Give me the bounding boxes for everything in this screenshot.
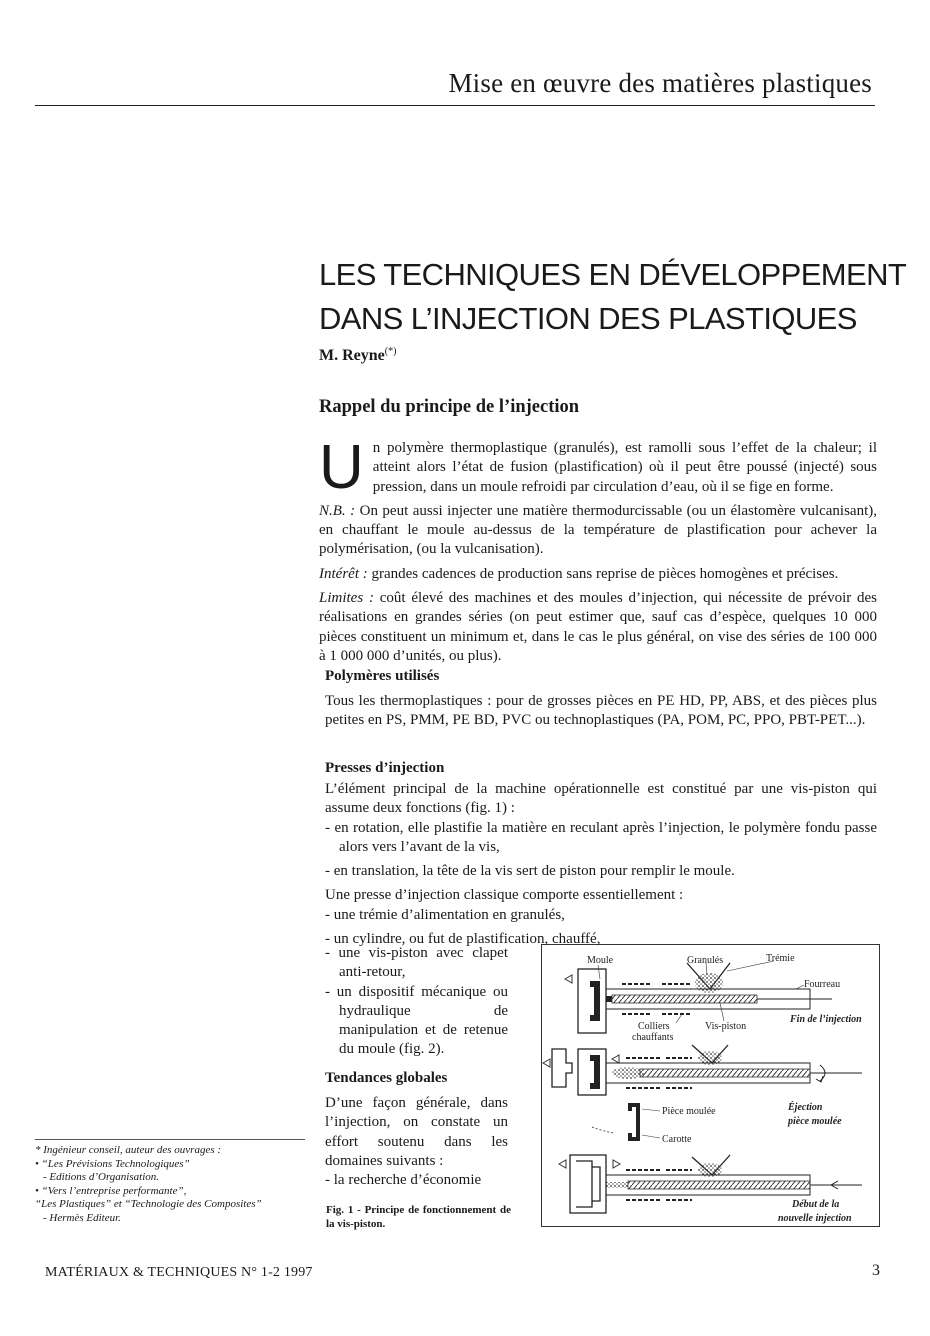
granules bbox=[695, 973, 723, 993]
running-header: Mise en œuvre des matières plastiques bbox=[448, 68, 872, 98]
section-rappel-body bbox=[319, 433, 878, 671]
screw-stage-2 bbox=[640, 1069, 810, 1077]
footnote-line: * Ingénieur conseil, auteur des ouvrages : bbox=[35, 1144, 222, 1156]
polymeres-text: Tous les thermoplastiques : pour de grosses pièces en PE HD, PP, ABS, et des pièces plus petites en PS, PMM, PE BD, PVC ou technoplastiques (PA, POM, PC, PPO, PBT-PET...). bbox=[325, 693, 877, 729]
screw-tip bbox=[606, 996, 612, 1002]
label-moule: Moule bbox=[587, 955, 614, 966]
footnote-line: “Les Plastiques” et “Technologie des Composites” bbox=[35, 1198, 262, 1210]
label-debut: Début de la bbox=[792, 1199, 840, 1210]
title-line-2: DANS L’INJECTION DES PLASTIQUES bbox=[319, 300, 857, 336]
interet-text: grandes cadences de production sans reprise de pièces homogènes et précises. bbox=[371, 565, 839, 582]
presses-item-dispositif: - un dispositif mécanique ou hydraulique de manipulation et de retenue du moule (fig. 2). bbox=[325, 983, 508, 1058]
vis-piston-diagram bbox=[542, 945, 879, 1226]
page-number: 3 bbox=[872, 1262, 880, 1279]
footnote-rule bbox=[35, 1139, 305, 1140]
mould-part bbox=[590, 981, 600, 1021]
presses-item-vis-piston: - une vis-piston avec clapet anti-retour, bbox=[325, 945, 508, 981]
intro-text: n polymère thermoplastique (granulés), est ramolli sous l’effet de la chaleur; il atteint alors l’état de fusion (plastification) où il peut être poussé (injecté) sous pression, dans un moule refroidi par circulation d’eau, où il se fige en forme. bbox=[372, 440, 877, 495]
author-footnote-mark: (*) bbox=[384, 346, 397, 357]
figure-1-diagram bbox=[541, 944, 880, 1227]
label-ejection: Éjection bbox=[788, 1102, 823, 1113]
nb-paragraph bbox=[319, 502, 877, 560]
screw-stage-3 bbox=[628, 1181, 810, 1189]
label-colliers: Colliers bbox=[638, 1021, 670, 1032]
footnote-line: - Hermès Editeur. bbox=[43, 1211, 121, 1224]
mould-half-moving bbox=[552, 1049, 572, 1087]
limites-label: Limites : bbox=[319, 590, 374, 607]
drop-cap: U bbox=[319, 433, 364, 502]
presses-intro2: Une presse d’injection classique comporte essentiellement : bbox=[325, 887, 684, 904]
footnote-line: • “Les Prévisions Technologiques” bbox=[35, 1157, 190, 1170]
arrow-right-small-icon bbox=[612, 1055, 619, 1063]
arrow-left-icon bbox=[543, 1059, 550, 1067]
tendances-item: - la recherche d’économie bbox=[325, 1172, 482, 1189]
ejected-part-icon bbox=[630, 1105, 638, 1139]
interet-label: Intérêt : bbox=[319, 565, 368, 582]
presses-item-translation: - en translation, la tête de la vis sert de piston pour remplir le moule. bbox=[325, 863, 735, 880]
presses-list-narrow bbox=[325, 944, 508, 1060]
stage-2-ejection bbox=[543, 1045, 862, 1145]
limites-text: coût élevé des machines et des moules d’injection, qui nécessite de prévoir des réalisations en grandes séries (on peut estimer que, sauf cas d’espèce, quelques 10 000 pièces constituent un minimum et, dans le cas le plus général, on vise des séries de 100 000 à 1 000 000 d’unités, ou plus). bbox=[319, 590, 878, 664]
screw-vis-piston bbox=[612, 995, 757, 1003]
label-chauffants: chauffants bbox=[632, 1032, 674, 1043]
header-rule bbox=[35, 105, 875, 106]
arrow-right-icon bbox=[565, 975, 572, 983]
footnote-line: - Editions d’Organisation. bbox=[43, 1171, 160, 1183]
subheading-presses: Presses d’injection bbox=[325, 760, 445, 776]
label-ejection-piece: pièce moulée bbox=[788, 1116, 842, 1127]
section-heading-rappel: Rappel du principe de l’injection bbox=[319, 397, 580, 417]
author-name: M. Reyne bbox=[319, 347, 385, 364]
stage-3-new-injection bbox=[559, 1155, 862, 1224]
tendances-body bbox=[325, 1094, 508, 1190]
presses-item-tremie: - une trémie d’alimentation en granulés, bbox=[325, 906, 565, 923]
arrow-left-small-icon bbox=[613, 1160, 620, 1168]
label-granules: Granulés bbox=[687, 955, 724, 966]
title-line-1: LES TECHNIQUES EN DÉVELOPPEMENT bbox=[319, 256, 907, 292]
author bbox=[319, 346, 396, 365]
label-fin-injection: Fin de l’injection bbox=[790, 1014, 862, 1025]
arrow-right-icon-2 bbox=[559, 1160, 566, 1168]
label-piece-moulee: Pièce moulée bbox=[662, 1106, 716, 1117]
nb-label: N.B. : bbox=[319, 502, 356, 519]
interet-paragraph bbox=[319, 565, 877, 584]
presses-item-rotation: - en rotation, elle plastifie la matière en reculant après l’injection, le polymère fondu passe alors vers l’avant de la vis, bbox=[325, 819, 877, 855]
intro-paragraph bbox=[319, 433, 877, 502]
subheading-polymeres: Polymères utilisés bbox=[325, 668, 440, 684]
limites-paragraph bbox=[319, 589, 877, 666]
mould-outer bbox=[578, 969, 606, 1033]
footnotes bbox=[35, 1144, 310, 1225]
stage-1-end-of-injection bbox=[565, 953, 862, 1043]
label-tremie: Trémie bbox=[766, 953, 795, 964]
presses-intro: L’élément principal de la machine opérationnelle est constitué par une vis-piston qui assume deux fonctions (fig. 1) : bbox=[325, 781, 877, 817]
presses-item-cylindre: - un cylindre, ou fut de plastification, chauffé, bbox=[325, 931, 601, 948]
melt-front bbox=[612, 1067, 644, 1079]
label-nouvelle-injection: nouvelle injection bbox=[778, 1213, 852, 1224]
subheading-tendances: Tendances globales bbox=[325, 1070, 448, 1086]
label-vis-piston: Vis-piston bbox=[705, 1021, 747, 1032]
tendances-text: D’une façon générale, dans l’injection, on constate un effort soutenu dans les domaines suivants : bbox=[325, 1095, 508, 1169]
article-title bbox=[319, 253, 907, 341]
footnote-line: • “Vers l’entreprise performante”, bbox=[35, 1184, 187, 1197]
footer-journal: MATÉRIAUX & TECHNIQUES N° 1-2 1997 bbox=[45, 1265, 313, 1280]
label-fourreau: Fourreau bbox=[804, 979, 841, 990]
presses-body bbox=[325, 780, 877, 954]
figure-caption: Fig. 1 - Principe de fonctionnement de la vis-piston. bbox=[326, 1204, 511, 1230]
label-carotte: Carotte bbox=[662, 1134, 692, 1145]
nb-text: On peut aussi injecter une matière thermodurcissable (ou un élastomère vulcanisant), en chauffant le moule au-dessus de la température de plastification pour achever la polymérisation, (ou la vulcanisation). bbox=[319, 502, 877, 558]
